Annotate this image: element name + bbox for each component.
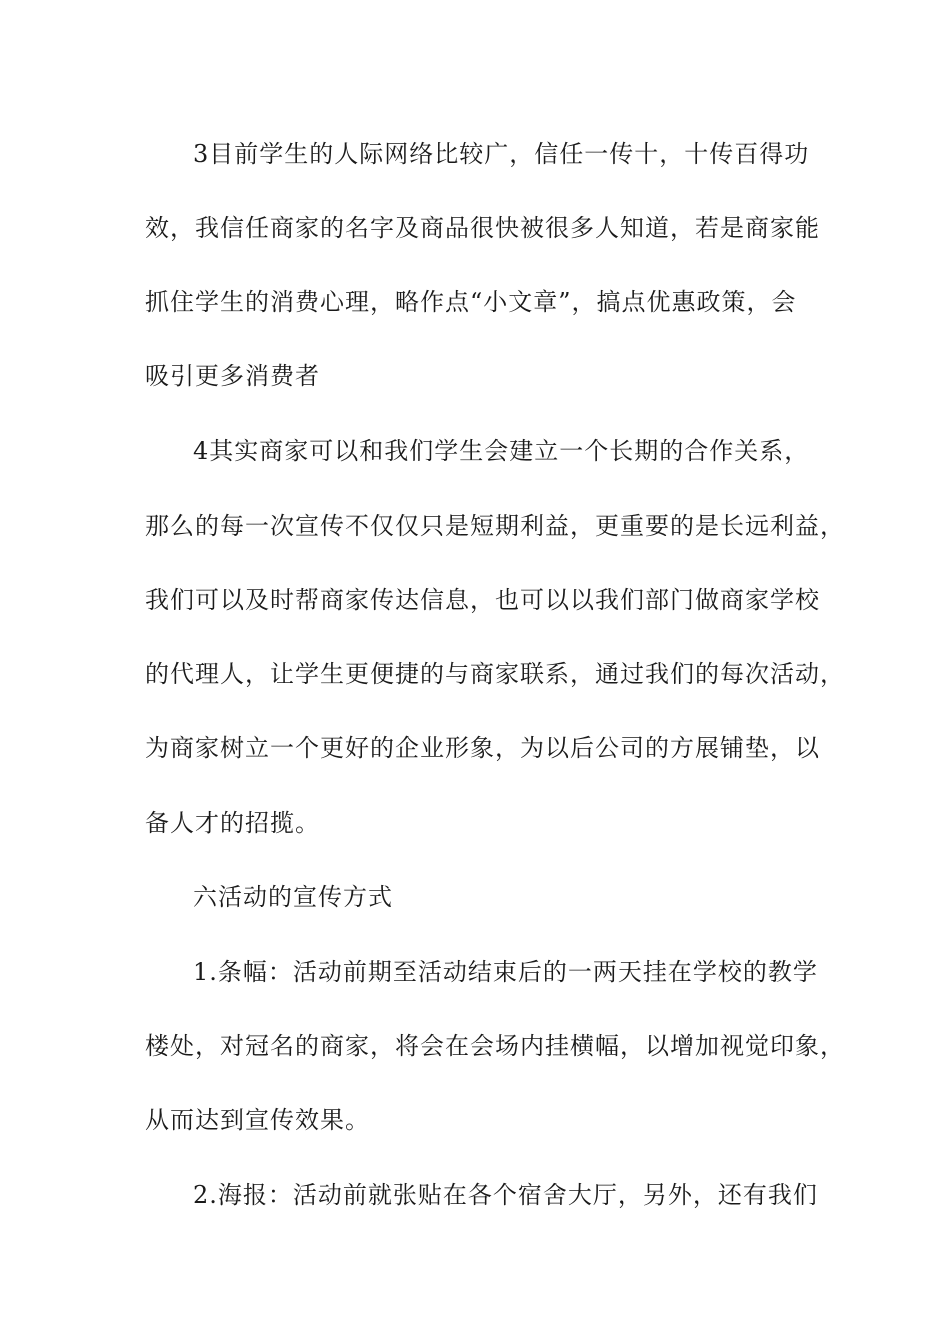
paragraph-4-line-4: 的代理人，让学生更便捷的与商家联系，通过我们的每次活动， bbox=[145, 660, 845, 688]
paragraph-3-line-2: 效，我信任商家的名字及商品很快被很多人知道，若是商家能 bbox=[145, 214, 820, 242]
paragraph-4-line-1: 4其实商家可以和我们学生会建立一个长期的合作关系， bbox=[193, 437, 810, 465]
item-2-line-1: 2.海报：活动前就张贴在各个宿舍大厅，另外，还有我们 bbox=[193, 1181, 818, 1209]
item-1-line-3: 从而达到宣传效果。 bbox=[145, 1106, 370, 1134]
paragraph-4-line-2: 那么的每一次宣传不仅仅只是短期利益，更重要的是长远利益， bbox=[145, 512, 845, 540]
paragraph-3-line-4: 吸引更多消费者 bbox=[145, 362, 320, 390]
paragraph-3-line-1: 3目前学生的人际网络比较广，信任一传十，十传百得功 bbox=[193, 140, 810, 168]
item-1-line-2: 楼处，对冠名的商家，将会在会场内挂横幅，以增加视觉印象， bbox=[145, 1032, 845, 1060]
paragraph-4-line-3: 我们可以及时帮商家传达信息，也可以以我们部门做商家学校 bbox=[145, 586, 820, 614]
paragraph-4-line-5: 为商家树立一个更好的企业形象，为以后公司的方展铺垫，以 bbox=[145, 734, 820, 762]
paragraph-4-line-6: 备人才的招揽。 bbox=[145, 809, 320, 837]
paragraph-3-line-3: 抓住学生的消费心理，略作点“小文章”，搞点优惠政策，会 bbox=[145, 288, 797, 316]
section-heading: 六活动的宣传方式 bbox=[193, 883, 393, 911]
item-1-line-1: 1.条幅：活动前期至活动结束后的一两天挂在学校的教学 bbox=[193, 958, 818, 986]
